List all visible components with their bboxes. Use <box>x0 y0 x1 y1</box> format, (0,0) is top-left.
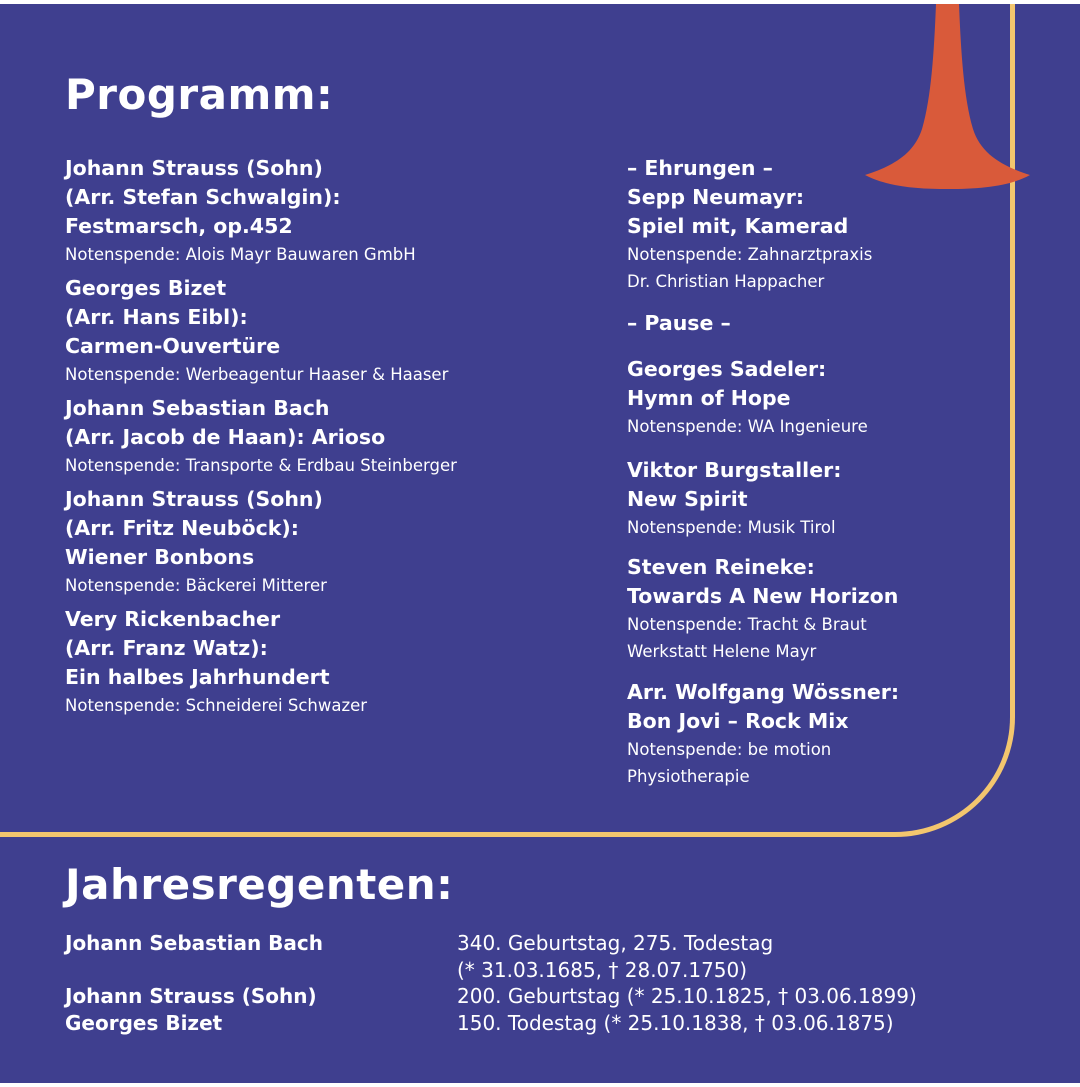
program-item <box>65 605 585 719</box>
program-item-line: Very Rickenbacher <box>65 607 281 631</box>
program-item-donor: Notenspende: Musik Tirol <box>627 518 836 537</box>
program-item-line: Georges Bizet <box>65 276 227 300</box>
program-item-donor: Dr. Christian Happacher <box>627 272 825 291</box>
regent-name: Johann Strauss (Sohn) <box>65 984 317 1008</box>
program-item-donor: Notenspende: Bäckerei Mitterer <box>65 576 327 595</box>
pause-divider <box>627 309 987 338</box>
program-item-line: Carmen-Ouvertüre <box>65 334 281 358</box>
program-item <box>627 678 987 790</box>
regent-name: Johann Sebastian Bach <box>65 931 323 955</box>
program-item <box>65 485 585 599</box>
program-item-line: (Arr. Stefan Schwalgin): <box>65 185 341 209</box>
regent-row <box>65 1010 1025 1037</box>
regent-info <box>457 1010 1025 1037</box>
program-item-line: (Arr. Fritz Neuböck): <box>65 516 299 540</box>
program-item-donor: Notenspende: WA Ingenieure <box>627 417 868 436</box>
program-item-donor: Notenspende: Schneiderei Schwazer <box>65 696 368 715</box>
program-item <box>627 456 987 541</box>
program-item-line: Towards A New Horizon <box>627 584 899 608</box>
program-item-line: Hymn of Hope <box>627 386 791 410</box>
jahresregenten-list <box>65 930 1025 1036</box>
program-right-column <box>627 154 987 790</box>
program-item <box>65 394 585 479</box>
program-item-donor: Physiotherapie <box>627 767 750 786</box>
program-item <box>65 154 585 268</box>
program-item-donor: Notenspende: Transporte & Erdbau Steinberger <box>65 456 457 475</box>
program-item-donor: Notenspende: Werbeagentur Haaser & Haaser <box>65 365 449 384</box>
regent-row <box>65 930 1025 983</box>
regent-info <box>457 983 1025 1010</box>
program-item <box>627 154 987 295</box>
program-item <box>627 355 987 440</box>
program-item-donor: Werkstatt Helene Mayr <box>627 642 817 661</box>
regent-info-line: 200. Geburtstag (* 25.10.1825, † 03.06.1899) <box>457 984 917 1008</box>
program-item-line: Spiel mit, Kamerad <box>627 214 849 238</box>
program-item-line: Arr. Wolfgang Wössner: <box>627 680 900 704</box>
regent-info <box>457 930 1025 983</box>
program-item-line: Wiener Bonbons <box>65 545 255 569</box>
program-item-donor: Notenspende: be motion <box>627 740 832 759</box>
program-item-line: Viktor Burgstaller: <box>627 458 842 482</box>
program-item-line: Johann Strauss (Sohn) <box>65 156 323 180</box>
regent-info-line: 150. Todestag (* 25.10.1838, † 03.06.1875) <box>457 1010 894 1035</box>
program-item-line: Ein halbes Jahrhundert <box>65 665 330 689</box>
program-item-line: New Spirit <box>627 487 748 511</box>
jahresregenten-heading: Jahresregenten: <box>65 860 454 909</box>
program-left-column <box>65 154 585 719</box>
program-item-line: (Arr. Jacob de Haan): Arioso <box>65 425 386 449</box>
program-item-donor: Notenspende: Tracht & Braut <box>627 615 867 634</box>
program-item-donor: Notenspende: Alois Mayr Bauwaren GmbH <box>65 245 416 264</box>
program-item-line: Bon Jovi – Rock Mix <box>627 709 849 733</box>
regent-info-line: 340. Geburtstag, 275. Todestag <box>457 931 774 955</box>
program-item-line: (Arr. Hans Eibl): <box>65 305 248 329</box>
program-item-line: Sepp Neumayr: <box>627 185 805 209</box>
program-page <box>0 4 1080 1083</box>
regent-info-line: (* 31.03.1685, † 28.07.1750) <box>457 957 748 982</box>
program-item <box>627 553 987 665</box>
program-item-line: Festmarsch, op.452 <box>65 214 293 238</box>
program-item-line: Johann Strauss (Sohn) <box>65 487 323 511</box>
ehrungen-divider: – Ehrungen – <box>627 156 773 180</box>
regent-name: Georges Bizet <box>65 1010 223 1035</box>
programm-heading: Programm: <box>65 70 334 119</box>
program-item-line: Georges Sadeler: <box>627 357 827 381</box>
program-item-line: Johann Sebastian Bach <box>65 396 330 420</box>
program-item-line: – Pause – <box>627 311 731 335</box>
program-item-line: Steven Reineke: <box>627 555 815 579</box>
program-item-line: (Arr. Franz Watz): <box>65 636 268 660</box>
regent-row <box>65 983 1025 1010</box>
program-item-donor: Notenspende: Zahnarztpraxis <box>627 245 873 264</box>
program-item <box>65 274 585 388</box>
